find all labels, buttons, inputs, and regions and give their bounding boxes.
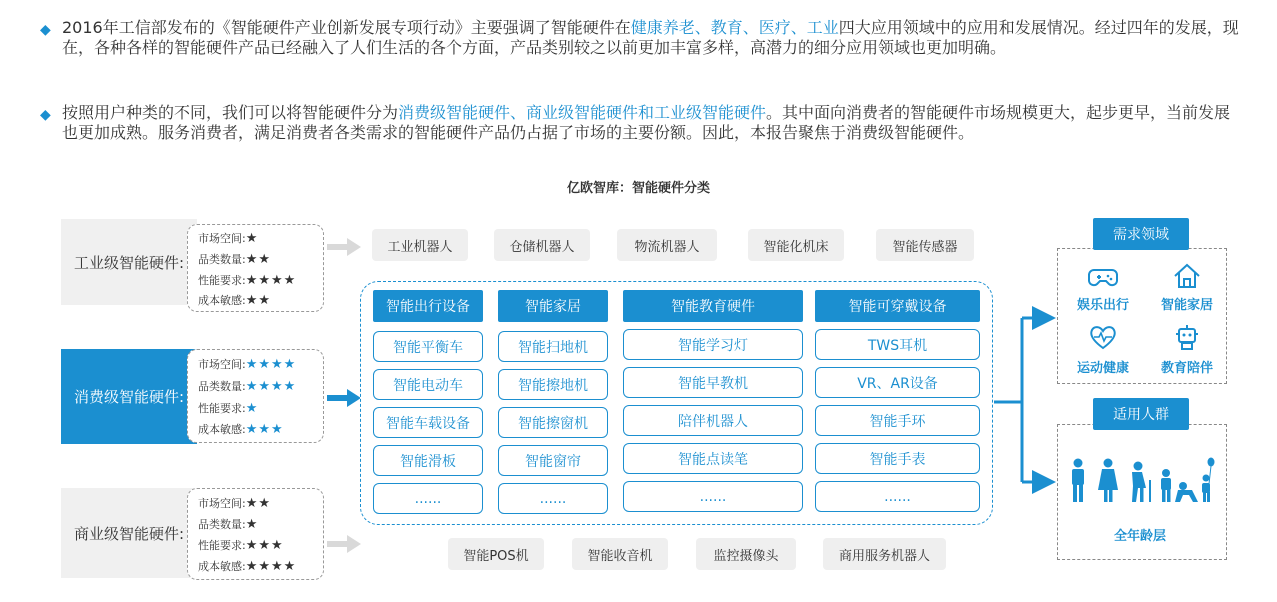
star-rating: ★★★★ xyxy=(245,379,297,394)
people-family-icon xyxy=(1066,456,1216,506)
star-rating: ★★★ xyxy=(245,538,284,553)
industrial-item: 工业机器人 xyxy=(372,229,468,261)
industrial-level-box xyxy=(61,219,197,305)
column-head: 智能教育硬件 xyxy=(623,290,803,322)
industrial-item: 仓储机器人 xyxy=(494,229,590,261)
gamepad-icon xyxy=(1088,264,1118,290)
attr-name: 性能要求: xyxy=(198,402,246,415)
category-cell: ...... xyxy=(498,483,608,514)
star-rating: ★ xyxy=(245,231,259,246)
paragraph-highlight: 健康养老、教育、医疗、工业 xyxy=(630,18,839,37)
category-cell: 智能窗帘 xyxy=(498,445,608,476)
category-cell: 智能手表 xyxy=(815,443,980,474)
attr-name: 品类数量: xyxy=(198,253,246,266)
paragraph-text: 按照用户种类的不同，我们可以将智能硬件分为 xyxy=(62,103,399,122)
audience-tag: 适用人群 xyxy=(1093,398,1189,430)
arrow-commercial-icon xyxy=(327,535,361,553)
consumer-level-box xyxy=(61,349,197,444)
demand-item: 运动健康 xyxy=(1076,361,1129,376)
category-cell: TWS耳机 xyxy=(815,329,980,360)
attr-name: 市场空间: xyxy=(198,497,246,510)
star-rating: ★★ xyxy=(245,293,272,308)
category-cell: 智能早教机 xyxy=(623,367,803,398)
attr-name: 市场空间: xyxy=(198,358,246,371)
category-cell: ...... xyxy=(623,481,803,512)
star-rating: ★★ xyxy=(245,496,272,511)
arrow-consumer-icon xyxy=(327,389,361,407)
commercial-item: 商用服务机器人 xyxy=(823,538,946,570)
attr-name: 成本敏感: xyxy=(198,294,246,307)
category-cell: 智能电动车 xyxy=(373,369,483,400)
category-cell: 陪伴机器人 xyxy=(623,405,803,436)
star-rating: ★★★★ xyxy=(245,357,297,372)
diamond-bullet-icon: ◆ xyxy=(40,107,51,123)
category-cell: 智能擦窗机 xyxy=(498,407,608,438)
attr-name: 成本敏感: xyxy=(198,560,246,573)
diamond-bullet-icon: ◆ xyxy=(40,22,51,38)
category-cell: 智能学习灯 xyxy=(623,329,803,360)
diagram-title: 亿欧智库：智能硬件分类 xyxy=(566,181,710,196)
commercial-item: 监控摄像头 xyxy=(696,538,796,570)
category-cell: 智能滑板 xyxy=(373,445,483,476)
demand-tag: 需求领域 xyxy=(1093,218,1189,250)
paragraph-text: 2016年工信部发布的《智能硬件产业创新发展专项行动》主要强调了智能硬件在 xyxy=(62,18,631,37)
attr-name: 性能要求: xyxy=(198,539,246,552)
level-label: 工业级智能硬件: xyxy=(73,253,185,272)
commercial-level-box xyxy=(61,488,197,578)
column-head: 智能家居 xyxy=(498,290,608,322)
attr-name: 成本敏感: xyxy=(198,423,246,436)
commercial-item: 智能收音机 xyxy=(572,538,668,570)
paragraph-text: 。其中面向消费者的智能硬件市场规模更大，起步更早，当前发展也更加成熟。服务消费者，满足消费者各类需求的智能硬件产品仍占据了市场的主要份额。因此，本报告聚焦于消费级智能硬件。 xyxy=(62,103,1231,142)
star-rating: ★★★★ xyxy=(245,559,297,574)
category-cell: 智能手环 xyxy=(815,405,980,436)
star-rating: ★★ xyxy=(245,252,272,267)
attr-name: 品类数量: xyxy=(198,380,246,393)
commercial-attributes xyxy=(187,488,324,580)
demand-item: 教育陪伴 xyxy=(1160,361,1213,376)
demand-item: 娱乐出行 xyxy=(1076,298,1129,313)
consumer-attributes xyxy=(187,349,324,443)
category-cell: VR、AR设备 xyxy=(815,367,980,398)
paragraph-highlight: 消费级智能硬件、商业级智能硬件和工业级智能硬件 xyxy=(398,103,767,122)
category-cell: 智能平衡车 xyxy=(373,331,483,362)
column-head: 智能可穿戴设备 xyxy=(815,290,980,322)
arrow-industrial-icon xyxy=(327,238,361,256)
attr-name: 性能要求: xyxy=(198,274,246,287)
category-cell: 智能扫地机 xyxy=(498,331,608,362)
category-cell: ...... xyxy=(815,481,980,512)
industrial-item: 物流机器人 xyxy=(617,229,717,261)
star-rating: ★★★★ xyxy=(245,273,297,288)
industrial-attributes xyxy=(187,224,324,312)
audience-caption: 全年龄层 xyxy=(1113,529,1166,544)
star-rating: ★★★ xyxy=(245,422,284,437)
category-cell: ...... xyxy=(373,483,483,514)
column-head: 智能出行设备 xyxy=(373,290,483,322)
heartbeat-icon xyxy=(1088,323,1118,351)
category-cell: 智能车载设备 xyxy=(373,407,483,438)
industrial-item: 智能传感器 xyxy=(876,229,974,261)
house-icon xyxy=(1172,262,1202,290)
star-rating: ★ xyxy=(245,401,259,416)
level-label: 消费级智能硬件: xyxy=(73,388,185,406)
demand-item: 智能家居 xyxy=(1160,298,1213,313)
arrow-right-connector-icon xyxy=(994,318,1050,482)
robot-icon xyxy=(1172,322,1202,352)
level-label: 商业级智能硬件: xyxy=(73,524,185,543)
paragraph-text: 四大应用领域中的应用和发展情况。经过四年的发展，现在，各种各样的智能硬件产品已经融入了人们生活的各个方面，产品类别较之以前更加丰富多样，高潜力的细分应用领域也更加明确。 xyxy=(62,18,1239,57)
attr-name: 市场空间: xyxy=(198,232,246,245)
industrial-item: 智能化机床 xyxy=(748,229,844,261)
commercial-item: 智能POS机 xyxy=(448,538,544,570)
attr-name: 品类数量: xyxy=(198,518,246,531)
star-rating: ★ xyxy=(245,517,259,532)
category-cell: 智能点读笔 xyxy=(623,443,803,474)
category-cell: 智能擦地机 xyxy=(498,369,608,400)
